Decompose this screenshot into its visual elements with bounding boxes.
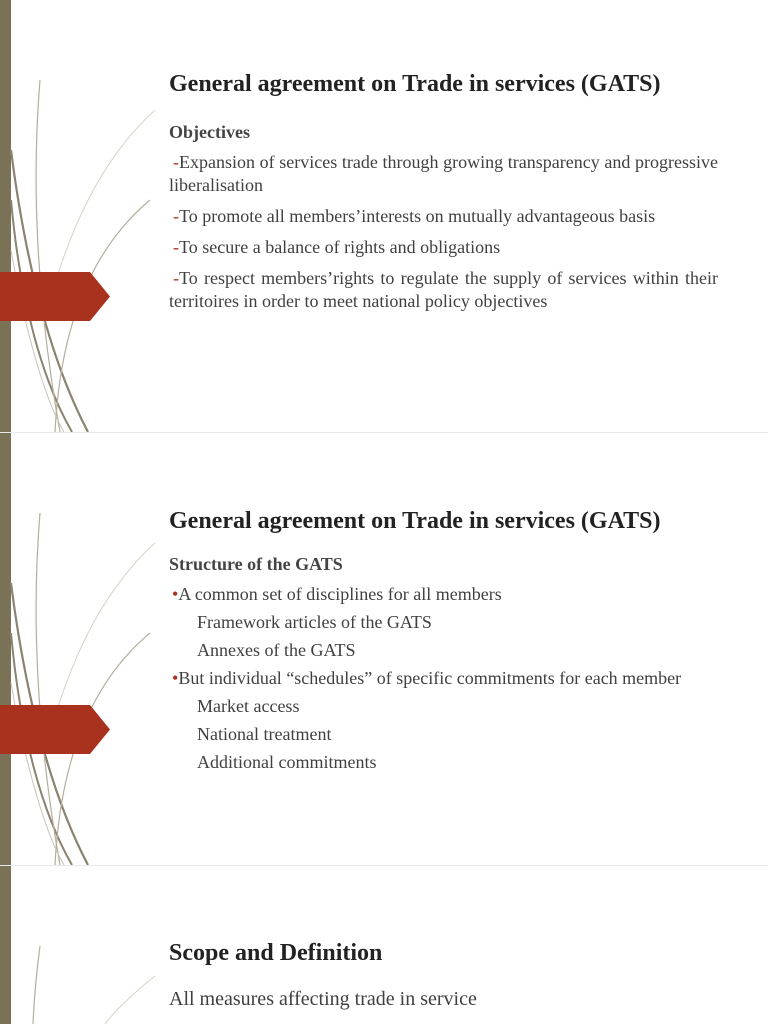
decorative-swoosh: [0, 866, 160, 1024]
slide-title: General agreement on Trade in services (GATS): [169, 71, 661, 97]
bullet-marker: •: [172, 584, 179, 604]
structure-item: •A common set of disciplines for all members: [169, 583, 718, 606]
objective-item: -Expansion of services trade through growing transparency and progressive liberalisation: [169, 152, 718, 195]
structure-subitem: Additional commitments: [197, 752, 377, 772]
slide-structure: [0, 433, 768, 865]
structure-subitem: National treatment: [197, 724, 332, 744]
decorative-swoosh: [0, 433, 160, 865]
objective-item: -To respect members’rights to regulate the supply of services within their territoires in order to meet national policy objectives: [169, 268, 718, 311]
slide-objectives: [0, 0, 768, 432]
dash-marker: -: [173, 152, 179, 172]
decorative-swoosh: [0, 0, 160, 432]
slide-title: General agreement on Trade in services (GATS): [169, 508, 661, 534]
bullet-marker: •: [172, 668, 179, 688]
scope-text: All measures affecting trade in service: [169, 988, 477, 1010]
slide-content: [169, 988, 718, 1011]
section-heading: Objectives: [169, 122, 250, 142]
structure-subitem: Annexes of the GATS: [197, 640, 356, 660]
dash-marker: -: [173, 206, 179, 226]
slide-content: [169, 554, 718, 779]
dash-marker: -: [173, 237, 179, 257]
dash-marker: -: [173, 268, 179, 288]
section-heading: Structure of the GATS: [169, 554, 343, 574]
objective-item: -To secure a balance of rights and obligations: [169, 236, 718, 259]
slide-tab-marker: [0, 705, 110, 754]
structure-subitem: Framework articles of the GATS: [197, 612, 432, 632]
slide-scope: [0, 866, 768, 1024]
structure-item: •But individual “schedules” of specific commitments for each member: [169, 667, 718, 690]
objective-item: -To promote all members’interests on mutually advantageous basis: [169, 205, 718, 228]
slide-tab-marker: [0, 272, 110, 321]
slide-content: [169, 122, 718, 321]
structure-subitem: Market access: [197, 696, 300, 716]
slide-title: Scope and Definition: [169, 940, 383, 966]
